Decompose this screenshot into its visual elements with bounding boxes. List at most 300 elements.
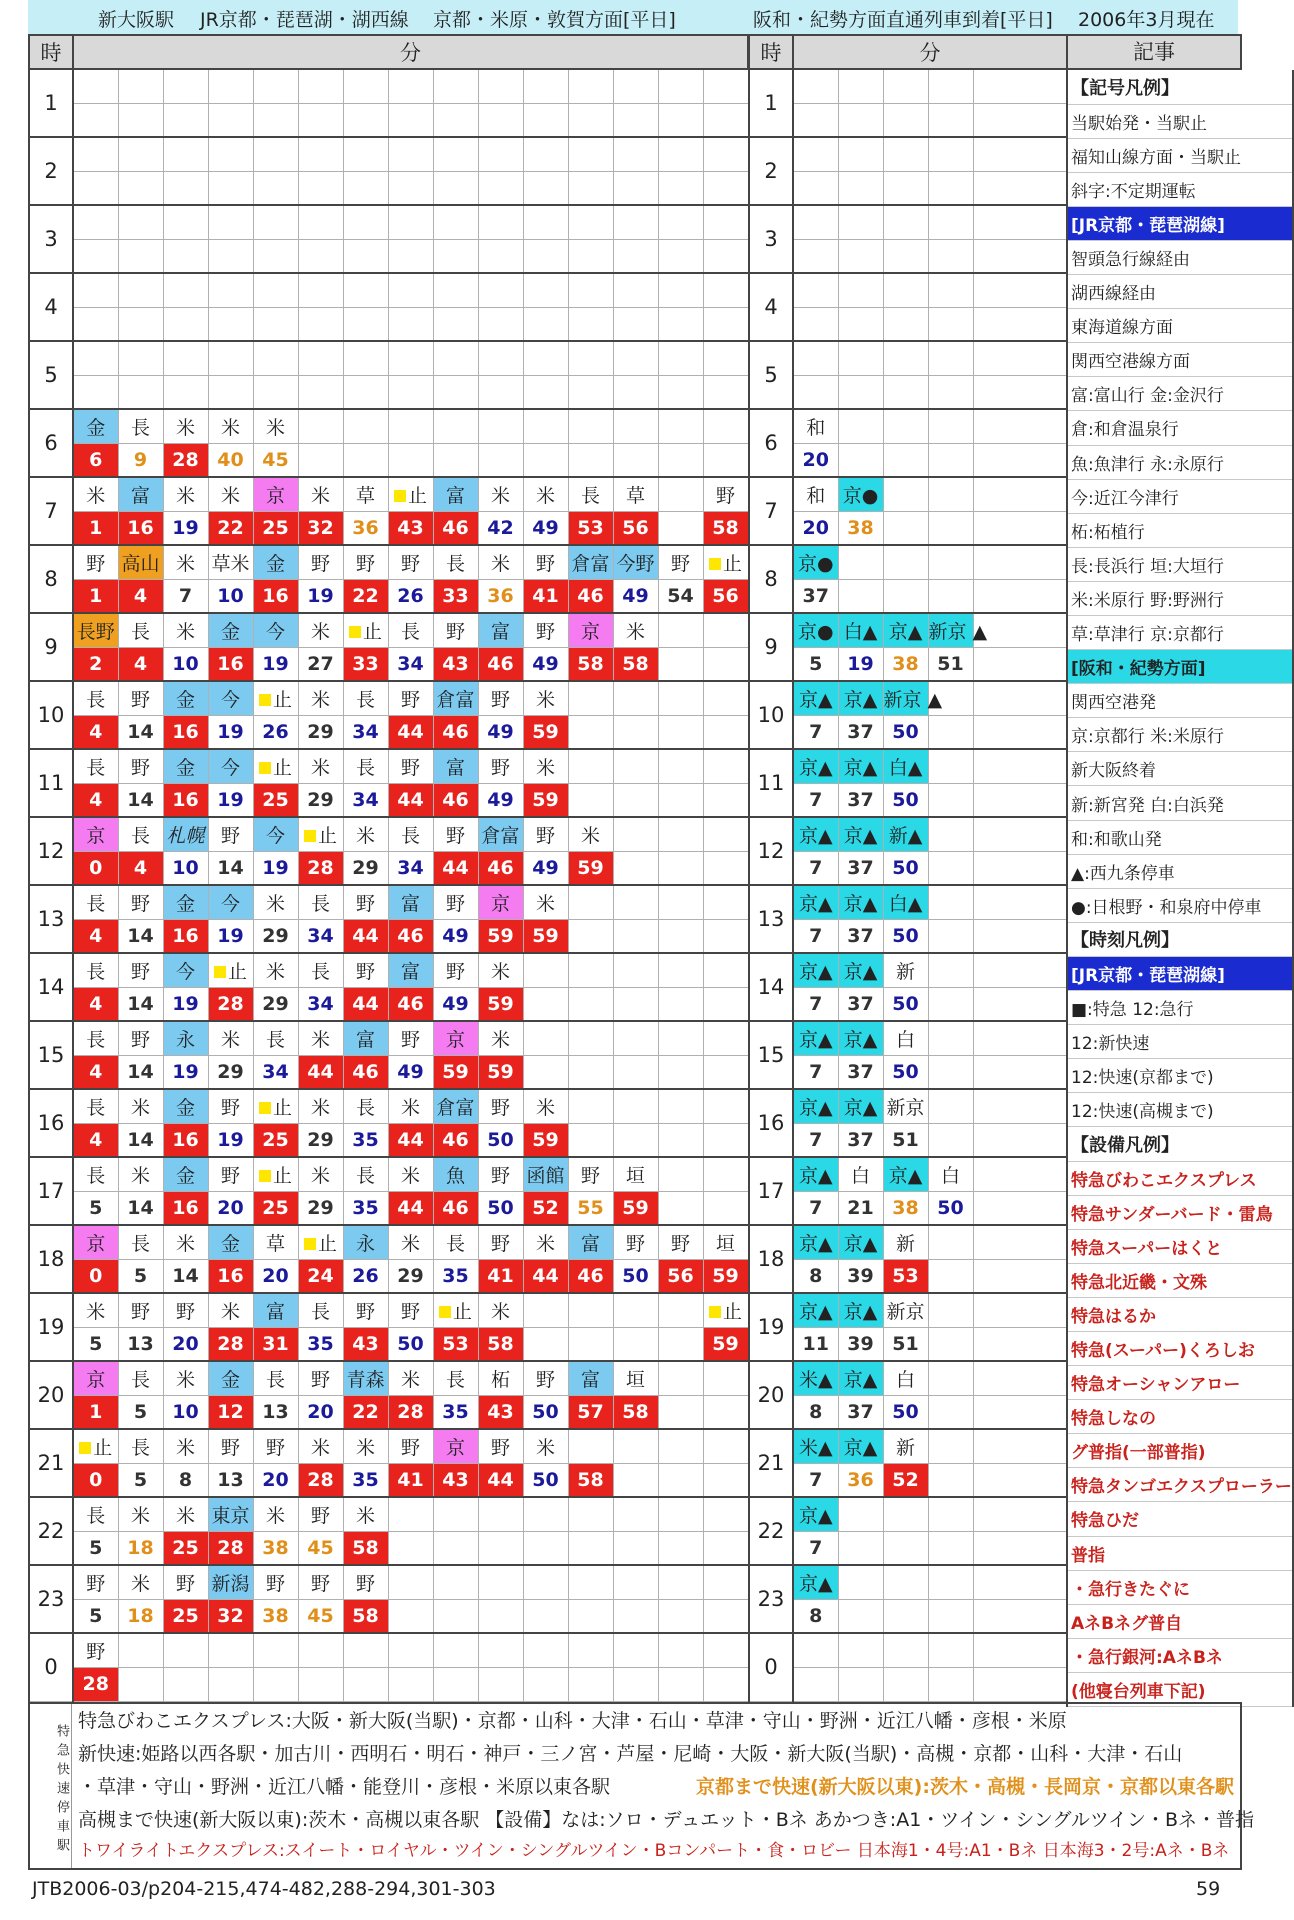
main-minute-cell: 14 <box>118 715 163 749</box>
thru-dest-cell: 京▲ <box>838 885 883 919</box>
main-minute-cell <box>658 1191 703 1225</box>
main-dest-cell <box>118 1633 163 1667</box>
main-dest-cell: 米 <box>118 1565 163 1599</box>
main-minute-cell: 8 <box>163 1463 208 1497</box>
main-minute-cell <box>433 1531 478 1565</box>
main-dest-cell: 富 <box>118 477 163 511</box>
main-minute-cell: 45 <box>298 1531 343 1565</box>
main-minute-cell <box>658 1463 703 1497</box>
main-minute-cell <box>703 987 748 1021</box>
main-dest-cell: 京 <box>433 1021 478 1055</box>
main-minute-cell: 4 <box>118 851 163 885</box>
thru-minute-cell: 50 <box>883 919 928 953</box>
main-minute-cell <box>118 103 163 137</box>
main-dest-cell <box>73 69 118 103</box>
thru-dest-cell: 白▲ <box>838 613 883 647</box>
main-minute-cell <box>703 1531 748 1565</box>
thru-dest-cell: 京▲ <box>838 953 883 987</box>
main-minute-cell: 14 <box>118 1191 163 1225</box>
main-dest-cell <box>388 1497 433 1531</box>
main-hour-cell: 6 <box>29 409 73 477</box>
thru-dest-cell <box>928 1565 973 1599</box>
main-minute-cell <box>568 783 613 817</box>
thru-dest-cell: 京▲ <box>838 1429 883 1463</box>
main-dest-cell: 長 <box>73 885 118 919</box>
main-dest-cell: 米 <box>208 1293 253 1327</box>
thru-minute-cell: 50 <box>928 1191 973 1225</box>
thru-minute-cell <box>883 307 928 341</box>
main-dest-cell <box>703 817 748 851</box>
thru-dest-cell: 新▲ <box>883 817 928 851</box>
main-dest-cell <box>613 1089 658 1123</box>
thru-hour-cell: 10 <box>749 681 793 749</box>
main-minute-cell: 33 <box>433 579 478 613</box>
thru-dest-cell <box>838 1633 883 1667</box>
main-dest-cell: 米 <box>253 1497 298 1531</box>
thru-dest-cell <box>973 1497 1067 1531</box>
thru-minute-cell <box>973 1191 1067 1225</box>
main-minute-cell <box>163 103 208 137</box>
main-dest-cell: 米 <box>163 1497 208 1531</box>
main-dest-cell <box>388 1565 433 1599</box>
note-row: 今:近江今津行 <box>1067 479 1293 513</box>
main-dest-cell <box>163 341 208 375</box>
main-dest-cell: 米 <box>523 1429 568 1463</box>
main-minute-cell: 46 <box>478 851 523 885</box>
thru-minute-cell <box>793 239 838 273</box>
main-dest-cell <box>388 341 433 375</box>
note-row: AネBネグ普自 <box>1067 1604 1293 1638</box>
main-minute-cell: 14 <box>118 919 163 953</box>
main-minute-cell <box>523 239 568 273</box>
main-minute-cell: 38 <box>253 1599 298 1633</box>
main-minute-cell: 5 <box>118 1259 163 1293</box>
main-dest-cell <box>703 1633 748 1667</box>
main-minute-cell: 58 <box>568 647 613 681</box>
main-dest-cell <box>343 409 388 443</box>
main-dest-cell: 止 <box>433 1293 478 1327</box>
main-dest-cell: 倉富 <box>433 681 478 715</box>
main-dest-cell: 長 <box>73 1497 118 1531</box>
thru-dest-cell: 新 <box>883 1225 928 1259</box>
main-minute-cell: 0 <box>73 1463 118 1497</box>
main-dest-cell <box>568 1565 613 1599</box>
main-dest-cell <box>658 1021 703 1055</box>
main-dest-cell <box>613 137 658 171</box>
main-dest-cell <box>298 69 343 103</box>
main-dest-cell: 金 <box>163 749 208 783</box>
main-dest-cell: 米 <box>298 477 343 511</box>
thru-hour-cell: 9 <box>749 613 793 681</box>
main-minute-cell: 31 <box>253 1327 298 1361</box>
main-minute-cell: 58 <box>613 647 658 681</box>
thru-hour-cell: 17 <box>749 1157 793 1225</box>
main-minute-cell: 14 <box>118 1055 163 1089</box>
main-minute-cell: 24 <box>298 1259 343 1293</box>
main-dest-cell: 米 <box>298 749 343 783</box>
main-minute-cell: 14 <box>163 1259 208 1293</box>
thru-minute-cell <box>928 851 973 885</box>
main-minute-cell: 29 <box>343 851 388 885</box>
main-minute-cell <box>658 715 703 749</box>
main-dest-cell <box>343 273 388 307</box>
main-dest-cell: 野 <box>703 477 748 511</box>
thru-minute-cell: 50 <box>883 783 928 817</box>
thru-dest-cell <box>928 1633 973 1667</box>
main-dest-cell <box>523 1633 568 1667</box>
thru-dest-cell <box>883 409 928 443</box>
main-dest-cell <box>388 273 433 307</box>
main-dest-cell: 米 <box>388 1361 433 1395</box>
main-minute-cell <box>433 307 478 341</box>
main-minute-cell <box>613 919 658 953</box>
thru-dest-cell <box>973 1361 1067 1395</box>
main-minute-cell: 50 <box>523 1463 568 1497</box>
main-minute-cell: 4 <box>118 647 163 681</box>
main-minute-cell <box>433 1599 478 1633</box>
main-dest-cell: 富 <box>433 749 478 783</box>
main-minute-cell: 25 <box>253 511 298 545</box>
main-dest-cell <box>298 137 343 171</box>
main-dest-cell: 富 <box>343 1021 388 1055</box>
main-minute-cell <box>703 1395 748 1429</box>
main-dest-cell <box>703 1361 748 1395</box>
main-dest-cell: 京 <box>433 1429 478 1463</box>
thru-dest-cell <box>793 205 838 239</box>
main-dest-cell <box>163 137 208 171</box>
thru-dest-cell: 京▲ <box>838 1293 883 1327</box>
thru-dest-cell <box>928 1293 973 1327</box>
thru-dest-cell: 白 <box>838 1157 883 1191</box>
main-minute-cell: 34 <box>253 1055 298 1089</box>
main-dest-cell <box>568 409 613 443</box>
main-minute-cell: 28 <box>73 1667 118 1701</box>
page-header <box>28 0 1238 34</box>
thru-minute-cell <box>973 783 1067 817</box>
main-dest-cell <box>523 1021 568 1055</box>
main-minute-cell: 59 <box>523 919 568 953</box>
main-dest-cell: 京 <box>73 817 118 851</box>
note-row: グ普指(一部普指) <box>1067 1434 1293 1468</box>
main-dest-cell: 止 <box>703 1293 748 1327</box>
thru-dest-cell <box>973 137 1067 171</box>
main-minute-cell: 28 <box>298 1463 343 1497</box>
main-hour-cell: 11 <box>29 749 73 817</box>
main-minute-cell: 46 <box>388 987 433 1021</box>
thru-minute-cell <box>838 239 883 273</box>
main-dest-cell: 米 <box>343 1497 388 1531</box>
thru-dest-cell <box>973 1565 1067 1599</box>
thru-minute-cell <box>973 511 1067 545</box>
main-minute-cell <box>298 239 343 273</box>
main-minute-cell <box>523 1055 568 1089</box>
thru-dest-cell <box>973 1429 1067 1463</box>
main-dest-cell: 野 <box>388 1429 433 1463</box>
thru-minute-cell <box>838 171 883 205</box>
main-minute-cell: 44 <box>388 783 433 817</box>
main-dest-cell: 金 <box>208 1225 253 1259</box>
main-dest-cell: 米 <box>118 1497 163 1531</box>
main-dest-cell: 米 <box>343 1429 388 1463</box>
main-dest-cell: 今 <box>253 817 298 851</box>
main-dest-cell <box>703 137 748 171</box>
main-dest-cell <box>478 137 523 171</box>
thru-minute-cell: 8 <box>793 1599 838 1633</box>
thru-minute-cell: 38 <box>838 511 883 545</box>
thru-minute-cell: 37 <box>838 715 883 749</box>
main-minute-cell: 32 <box>298 511 343 545</box>
main-minute-cell: 49 <box>478 715 523 749</box>
main-dest-cell <box>613 273 658 307</box>
main-dest-cell <box>658 273 703 307</box>
main-minute-cell <box>433 103 478 137</box>
thru-dest-cell: 新 <box>883 1429 928 1463</box>
thru-dest-cell: 京▲ <box>793 817 838 851</box>
thru-minute-cell <box>973 919 1067 953</box>
main-minute-cell <box>658 1667 703 1701</box>
main-hour-cell: 17 <box>29 1157 73 1225</box>
thru-dest-cell <box>973 409 1067 443</box>
thru-dest-cell <box>973 205 1067 239</box>
thru-dest-cell: 白▲ <box>883 885 928 919</box>
main-minute-cell: 4 <box>73 783 118 817</box>
main-minute-cell <box>208 103 253 137</box>
main-minute-cell: 45 <box>253 443 298 477</box>
main-minute-cell: 56 <box>613 511 658 545</box>
main-minute-cell <box>478 1667 523 1701</box>
main-minute-cell <box>298 1667 343 1701</box>
thru-dest-cell <box>928 409 973 443</box>
main-minute-cell <box>613 307 658 341</box>
main-dest-cell: 野 <box>73 1565 118 1599</box>
main-minute-cell <box>478 103 523 137</box>
main-dest-cell <box>523 137 568 171</box>
note-row: 関西空港線方面 <box>1067 343 1293 377</box>
main-dest-cell: 野 <box>478 1157 523 1191</box>
main-dest-cell: 函館 <box>523 1157 568 1191</box>
thru-hour-cell: 23 <box>749 1565 793 1633</box>
main-minute-cell <box>73 103 118 137</box>
thru-minute-cell: 7 <box>793 715 838 749</box>
main-minute-cell <box>703 1055 748 1089</box>
main-dest-cell: 新潟 <box>208 1565 253 1599</box>
thru-dest-cell <box>838 1565 883 1599</box>
main-dest-cell: 野 <box>613 1225 658 1259</box>
note-row: 湖西線経由 <box>1067 275 1293 309</box>
main-minute-cell: 19 <box>163 987 208 1021</box>
main-dest-cell <box>343 69 388 103</box>
main-minute-cell: 14 <box>118 783 163 817</box>
main-dest-cell: 米 <box>208 409 253 443</box>
thru-dest-cell <box>793 137 838 171</box>
main-minute-cell <box>658 987 703 1021</box>
main-minute-cell: 14 <box>208 851 253 885</box>
main-minute-cell <box>163 375 208 409</box>
thru-hour-cell: 2 <box>749 137 793 205</box>
main-minute-cell <box>613 1055 658 1089</box>
main-minute-cell <box>208 239 253 273</box>
main-minute-cell: 29 <box>298 715 343 749</box>
main-minute-cell: 40 <box>208 443 253 477</box>
main-minute-cell: 35 <box>298 1327 343 1361</box>
main-minute-cell: 59 <box>523 715 568 749</box>
thru-minute-cell <box>883 1599 928 1633</box>
main-minute-cell: 34 <box>298 919 343 953</box>
main-dest-cell <box>613 1021 658 1055</box>
main-timetable <box>28 34 749 1702</box>
main-minute-cell <box>658 307 703 341</box>
main-minute-cell <box>658 1123 703 1157</box>
thru-minute-cell <box>793 307 838 341</box>
main-dest-cell <box>343 1633 388 1667</box>
main-dest-cell <box>703 681 748 715</box>
thru-minute-cell <box>838 375 883 409</box>
main-minute-cell <box>163 1667 208 1701</box>
main-minute-cell: 7 <box>163 579 208 613</box>
main-dest-cell: 垣 <box>613 1361 658 1395</box>
main-minute-cell: 1 <box>73 511 118 545</box>
main-dest-cell: 野 <box>343 1565 388 1599</box>
main-minute-cell: 16 <box>118 511 163 545</box>
main-minute-cell: 19 <box>298 579 343 613</box>
main-dest-cell <box>658 1633 703 1667</box>
thru-dest-cell: 新京 ▲ <box>928 613 973 647</box>
main-minute-cell: 59 <box>478 1055 523 1089</box>
main-minute-cell: 53 <box>568 511 613 545</box>
main-dest-cell: 止 <box>298 817 343 851</box>
main-dest-cell <box>703 273 748 307</box>
main-minute-cell <box>658 919 703 953</box>
main-dest-cell: 米 <box>523 1089 568 1123</box>
main-dest-cell <box>658 1157 703 1191</box>
main-minute-cell <box>613 1599 658 1633</box>
thru-dest-cell <box>883 1497 928 1531</box>
main-minute-cell: 22 <box>343 1395 388 1429</box>
main-minute-cell <box>433 239 478 273</box>
thru-minute-cell: 37 <box>838 919 883 953</box>
thru-minute-cell <box>973 103 1067 137</box>
main-minute-cell: 25 <box>253 1123 298 1157</box>
thru-minute-cell: 37 <box>838 851 883 885</box>
main-dest-cell <box>163 69 208 103</box>
main-dest-cell <box>703 1089 748 1123</box>
main-minute-cell <box>253 1667 298 1701</box>
main-dest-cell: 米 <box>478 1021 523 1055</box>
thru-minute-cell <box>973 307 1067 341</box>
thru-dest-cell: 京● <box>793 545 838 579</box>
thru-minute-cell <box>928 715 973 749</box>
thru-dest-cell <box>973 1633 1067 1667</box>
main-dest-cell: 米 <box>118 1089 163 1123</box>
thru-minute-cell <box>973 715 1067 749</box>
main-hour-cell: 9 <box>29 613 73 681</box>
thru-minute-cell <box>883 511 928 545</box>
main-minute-cell: 4 <box>73 919 118 953</box>
main-minute-cell: 34 <box>388 647 433 681</box>
main-minute-cell: 53 <box>433 1327 478 1361</box>
main-dest-cell: 倉富 <box>478 817 523 851</box>
thru-minute-cell <box>928 103 973 137</box>
thru-minute-cell: 7 <box>793 919 838 953</box>
main-hour-cell: 3 <box>29 205 73 273</box>
main-dest-cell: 野 <box>343 953 388 987</box>
main-minute-cell: 26 <box>343 1259 388 1293</box>
main-dest-cell <box>208 137 253 171</box>
main-dest-cell: 野 <box>118 749 163 783</box>
thru-dest-cell: 京▲ <box>838 1089 883 1123</box>
main-minute-cell <box>388 1531 433 1565</box>
thru-dest-cell <box>928 1021 973 1055</box>
main-minute-cell <box>703 103 748 137</box>
main-dest-cell <box>703 613 748 647</box>
main-minute-cell: 18 <box>118 1599 163 1633</box>
main-minute-cell: 10 <box>208 579 253 613</box>
thru-minute-cell <box>973 1395 1067 1429</box>
main-dest-cell: 止 <box>253 1089 298 1123</box>
main-minute-cell: 1 <box>73 579 118 613</box>
main-minute-cell: 58 <box>613 1395 658 1429</box>
main-minute-cell: 46 <box>433 1191 478 1225</box>
main-minute-cell: 29 <box>388 1259 433 1293</box>
thru-dest-cell <box>883 69 928 103</box>
main-dest-cell: 米 <box>298 681 343 715</box>
main-dest-cell: 長 <box>388 613 433 647</box>
note-row: 特急(スーパー)くろしお <box>1067 1331 1293 1365</box>
thru-hour-cell: 1 <box>749 69 793 137</box>
thru-minute-cell <box>883 171 928 205</box>
main-minute-cell: 5 <box>73 1191 118 1225</box>
main-dest-cell <box>298 205 343 239</box>
main-dest-cell <box>298 341 343 375</box>
main-minute-cell <box>73 239 118 273</box>
main-dest-cell: 野 <box>433 613 478 647</box>
thru-dest-cell <box>928 137 973 171</box>
main-dest-cell <box>703 409 748 443</box>
main-minute-cell: 43 <box>433 1463 478 1497</box>
thru-minute-cell <box>838 1531 883 1565</box>
main-hour-cell: 1 <box>29 69 73 137</box>
main-minute-cell <box>478 1531 523 1565</box>
main-dest-cell: 野 <box>523 1361 568 1395</box>
main-minute-cell <box>568 919 613 953</box>
thru-dest-cell <box>973 341 1067 375</box>
main-minute-cell: 44 <box>478 1463 523 1497</box>
main-minute-cell: 13 <box>118 1327 163 1361</box>
main-minute-cell: 32 <box>208 1599 253 1633</box>
thru-hour-cell: 0 <box>749 1633 793 1701</box>
main-dest-cell <box>253 1633 298 1667</box>
main-dest-cell: 今 <box>208 681 253 715</box>
main-dest-cell: 富 <box>478 613 523 647</box>
main-minute-cell <box>703 647 748 681</box>
main-minute-cell <box>388 307 433 341</box>
thru-dest-cell <box>838 1497 883 1531</box>
thru-dest-cell: 京▲ <box>793 885 838 919</box>
main-minute-cell: 0 <box>73 1259 118 1293</box>
main-minute-cell <box>613 1531 658 1565</box>
main-minute-cell <box>703 443 748 477</box>
main-dest-cell: 野 <box>253 1565 298 1599</box>
note-row: 特急びわこエクスプレス <box>1067 1161 1293 1195</box>
main-minute-cell <box>118 375 163 409</box>
thru-hour-cell: 14 <box>749 953 793 1021</box>
main-dest-cell: 長 <box>253 1361 298 1395</box>
main-dest-cell: 東京 <box>208 1497 253 1531</box>
main-dest-cell <box>568 341 613 375</box>
main-hour-cell: 12 <box>29 817 73 885</box>
main-minute-cell: 58 <box>343 1531 388 1565</box>
main-minute-cell <box>703 1667 748 1701</box>
